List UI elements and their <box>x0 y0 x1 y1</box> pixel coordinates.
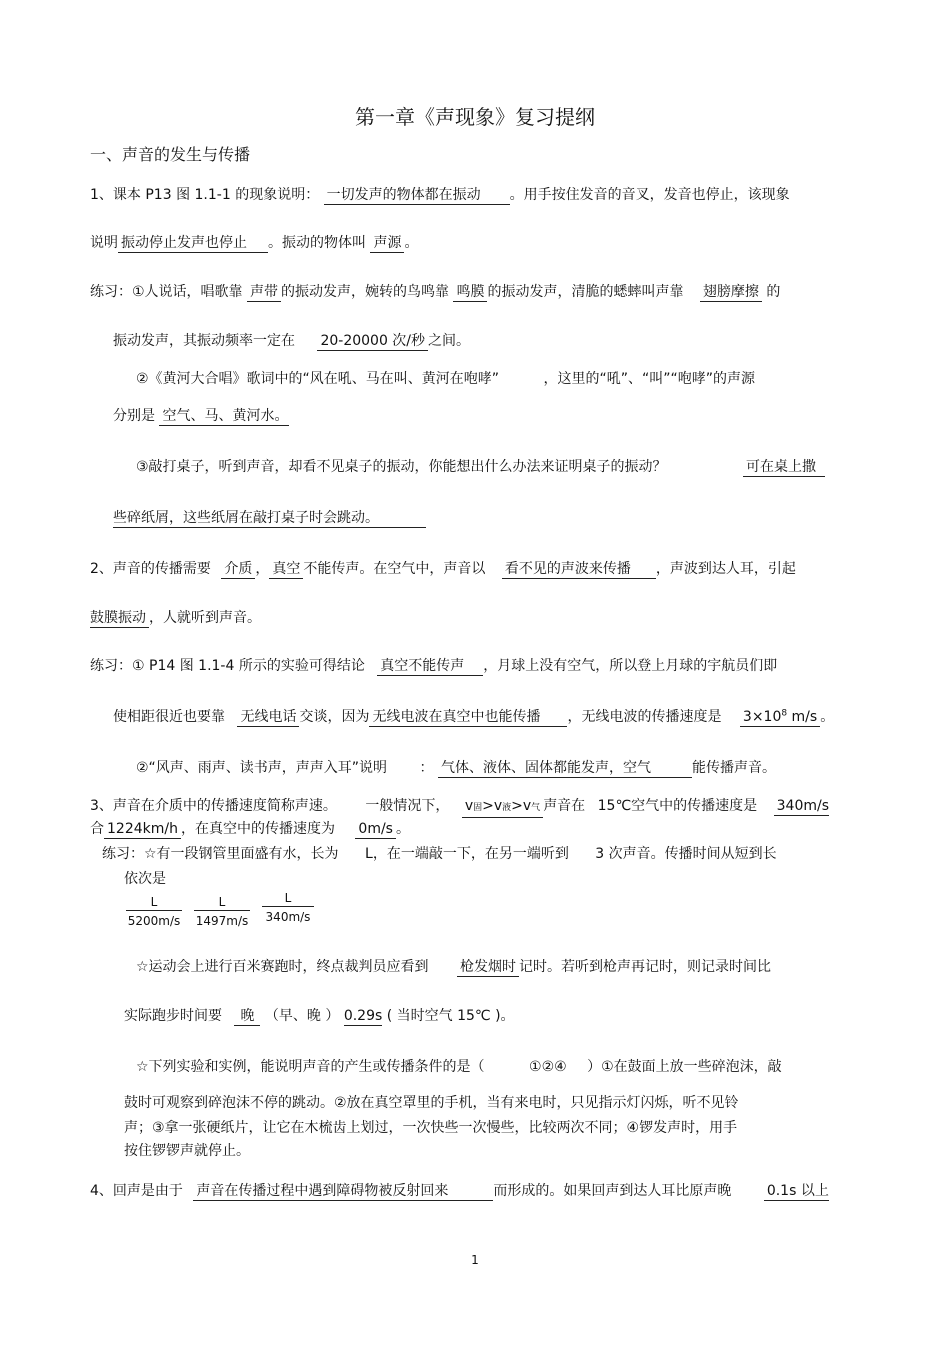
fraction-numerator: L <box>194 895 250 911</box>
ex2-answer-e-unit: m/s <box>787 709 818 725</box>
ex2-answer-g: 气体、液体、固体都能发声，空气 <box>438 760 692 778</box>
ex2-line2 <box>113 708 834 727</box>
fraction-denominator: 340m/s <box>265 910 311 924</box>
ex1-answer-k: 些碎纸屑，这些纸屑在敲打桌子时会跳动。 <box>113 510 426 528</box>
ex2-text-e: ，无线电波的传播速度是 <box>567 709 722 725</box>
q3-text-b: 一般情况下， <box>365 798 450 814</box>
q2-line2 <box>90 609 261 628</box>
ex2-answer-e <box>740 709 820 727</box>
ex1-text-e: 振动发声，其振动频率一定在 <box>113 333 295 349</box>
ex1-answer-b: 鸣膜 <box>453 284 487 302</box>
q3-answer-f: 0m/s <box>355 821 396 839</box>
q3-s1: 固 <box>473 803 483 813</box>
ex2-text-a: 练习：① P14 图 1.1-4 所示的实验可得结论 <box>90 658 365 674</box>
ex3-line6: 鼓时可观察到碎泡沫不停的跳动。②放在真空罩里的手机，当有来电时，只见指示灯闪烁，听不见铃 <box>124 1095 739 1111</box>
section-heading: 一、声音的发生与传播 <box>90 145 251 164</box>
q1-answer-a: 一切发声的物体都在振动 <box>324 187 510 205</box>
ex2-answer-c: 无线电话 <box>237 709 299 727</box>
ex3-text-a2: L，在一端敲一下，在另一端听到 <box>365 846 569 862</box>
ex3-answer-e: 晚 <box>234 1008 260 1026</box>
page-title: 第一章《声现象》复习提纲 <box>355 105 595 129</box>
ex3-text-f: （早、晚 ） <box>264 1008 340 1024</box>
ex1-text-b: 的振动发声，婉转的鸟鸣靠 <box>281 284 450 300</box>
ex2-text-g: ②“风声、雨声、读书声，声声入耳”说明 <box>136 760 388 776</box>
ex3-text-d: 记时。若听到枪声再记时，则记录时间比 <box>519 959 772 975</box>
ex3-line7: 声；③拿一张硬纸片，让它在木梳齿上划过，一次快些一次慢些，比较两次不同；④锣发声时，用手 <box>124 1120 738 1136</box>
ex2-line3 <box>136 759 776 778</box>
ex1-text-h: ，这里的“吼”、“叫”“咆哮”的声源 <box>543 371 756 387</box>
ex1-line5 <box>136 458 825 477</box>
q3-answer-e: 1224km/h <box>104 821 181 839</box>
q4-answer-a: 声音在传播过程中遇到障碍物被反射回来 <box>193 1183 493 1201</box>
ex2-text-c: 使相距很近也要靠 <box>113 709 225 725</box>
ex2-text-g2: ： <box>419 760 434 776</box>
ex1-answer-i: 空气、马、黄河水。 <box>159 408 289 426</box>
ex1-line2 <box>113 332 470 351</box>
q2-answer-e: 鼓膜振动 <box>90 610 149 628</box>
q3-v3: >v <box>511 798 532 814</box>
fraction-denominator: 5200m/s <box>127 914 181 928</box>
ex2-answer-a: 真空不能传声 <box>377 658 483 676</box>
ex1-line1 <box>90 283 780 302</box>
ex1-text-f: 之间。 <box>428 333 471 349</box>
q1-text-b: 。用手按住发音的音叉，发音也停止，该现象 <box>509 187 790 203</box>
q2-answer-a: 介质 <box>221 561 255 579</box>
ex1-text-c: 的振动发声，清脆的蟋蟀叫声靠 <box>487 284 684 300</box>
q3-text-e: 合 <box>90 821 104 837</box>
ex1-line4 <box>113 407 289 426</box>
ex1-text-j: ③敲打桌子，听到声音，却看不见桌子的振动，你能想出什么办法来证明桌子的振动？ <box>136 459 667 475</box>
ex1-answer-a: 声带 <box>247 284 281 302</box>
ex3-text-a3: 3 次声音。传播时间从短到长 <box>595 846 777 862</box>
ex1-text-g: ②《黄河大合唱》歌词中的“风在吼、马在叫、黄河在咆哮” <box>136 371 500 387</box>
ex2-answer-d: 无线电波在真空中也能传播 <box>369 709 567 727</box>
q1-line1 <box>90 186 790 205</box>
fraction-numerator: L <box>262 891 314 907</box>
ex3-line1 <box>102 845 777 863</box>
ex1-answer-j: 可在桌上撒 <box>743 459 825 477</box>
ex1-line3 <box>136 370 755 388</box>
q1-text-e: 。 <box>404 235 419 251</box>
ex3-text-h: ☆下列实验和实例，能说明声音的产生或传播条件的是（ <box>136 1059 485 1075</box>
ex2-text-b: ，月球上没有空气，所以登上月球的宇航员们即 <box>483 658 778 674</box>
q2-answer-b: 真空 <box>269 561 303 579</box>
ex3-line5 <box>136 1058 782 1076</box>
q2-text-a: 2、声音的传播需要 <box>90 561 211 577</box>
ex3-text-i: ）①在鼓面上放一些碎泡沫，敲 <box>587 1059 782 1075</box>
fraction-air <box>262 891 314 924</box>
q1-text-c: 说明 <box>90 235 118 251</box>
q1-text-d: 。振动的物体叫 <box>268 235 366 251</box>
ex1-answer-e: 20-20000 次/秒 <box>317 333 428 351</box>
q4-line1 <box>90 1182 829 1201</box>
fraction-numerator: L <box>126 895 182 911</box>
q1-text-a: 1、课本 P13 图 1.1-1 的现象说明： <box>90 187 320 203</box>
q3-v1: v <box>464 798 474 814</box>
ex3-text-a: 练习：☆有一段钢管里面盛有水，长为 <box>102 846 339 862</box>
ex2-line1 <box>90 657 777 676</box>
ex2-text-h: 能传播声音。 <box>691 760 776 776</box>
q3-text-f: ，在真空中的传播速度为 <box>180 821 335 837</box>
ex3-answer-h: ①②④ <box>529 1059 567 1075</box>
q1-answer-d: 声源 <box>370 235 404 253</box>
q4-text-a: 4、回声是由于 <box>90 1183 183 1199</box>
q3-text-c: 声音在 <box>543 798 586 814</box>
ex3-line2: 依次是 <box>124 871 166 887</box>
page-number: 1 <box>471 1253 479 1267</box>
ex3-text-e: 实际跑步时间要 <box>124 1008 222 1024</box>
ex3-answer-c: 枪发烟时 <box>457 959 519 977</box>
ex3-line3 <box>136 958 771 977</box>
ex3-line4 <box>124 1007 515 1026</box>
ex1-line6 <box>113 509 426 528</box>
q2-text-d: ，声波到达人耳，引起 <box>655 561 796 577</box>
q2-text-c: 不能传声。在空气中，声音以 <box>303 561 486 577</box>
ex3-text-c: ☆运动会上进行百米赛跑时，终点裁判员应看到 <box>136 959 429 975</box>
q3-line1 <box>90 797 829 818</box>
q1-line2 <box>90 234 418 253</box>
q3-text-a: 3、声音在介质中的传播速度简称声速。 <box>90 798 337 814</box>
ex1-text-d: 的 <box>766 284 781 300</box>
q3-answer-speeds <box>462 798 543 818</box>
q1-answer-c: 振动停止发声也停止 <box>118 235 268 253</box>
fraction-denominator: 1497m/s <box>195 914 249 928</box>
q4-text-b: 而形成的。如果回声到达人耳比原声晚 <box>493 1183 732 1199</box>
q3-s3: 气 <box>531 803 541 813</box>
q3-answer-d: 340m/s <box>774 798 829 816</box>
ex2-text-d: 交谈，因为 <box>299 709 370 725</box>
q2-answer-c: 看不见的声波来传播 <box>502 561 656 579</box>
q3-text-g: 。 <box>395 821 410 837</box>
ex3-text-g: ( 当时空气 15℃ )。 <box>386 1008 515 1024</box>
ex3-line8: 按住锣锣声就停止。 <box>124 1143 250 1159</box>
q3-text-d: 15℃空气中的传播速度是 <box>597 798 758 814</box>
q2-text-b: ， <box>255 561 270 577</box>
q2-text-f: ，人就听到声音。 <box>149 610 261 626</box>
ex1-answer-c: 翅膀摩擦 <box>700 284 762 302</box>
q3-line2 <box>90 820 410 839</box>
ex1-text-a: 练习：①人说话，唱歌靠 <box>90 284 243 300</box>
q3-v2: >v <box>482 798 503 814</box>
ex3-answer-f: 0.29s <box>343 1008 383 1024</box>
fraction-steel <box>126 895 182 928</box>
q4-answer-b: 0.1s 以上 <box>764 1183 829 1201</box>
q3-s2: 液 <box>502 803 512 813</box>
ex1-text-i: 分别是 <box>113 408 155 424</box>
q2-line1 <box>90 560 796 579</box>
ex2-answer-e-base: 3×10 <box>742 709 782 725</box>
ex2-answer-e-sup: 8 <box>781 708 788 719</box>
fraction-water <box>194 895 250 928</box>
ex2-text-f: 。 <box>820 709 835 725</box>
